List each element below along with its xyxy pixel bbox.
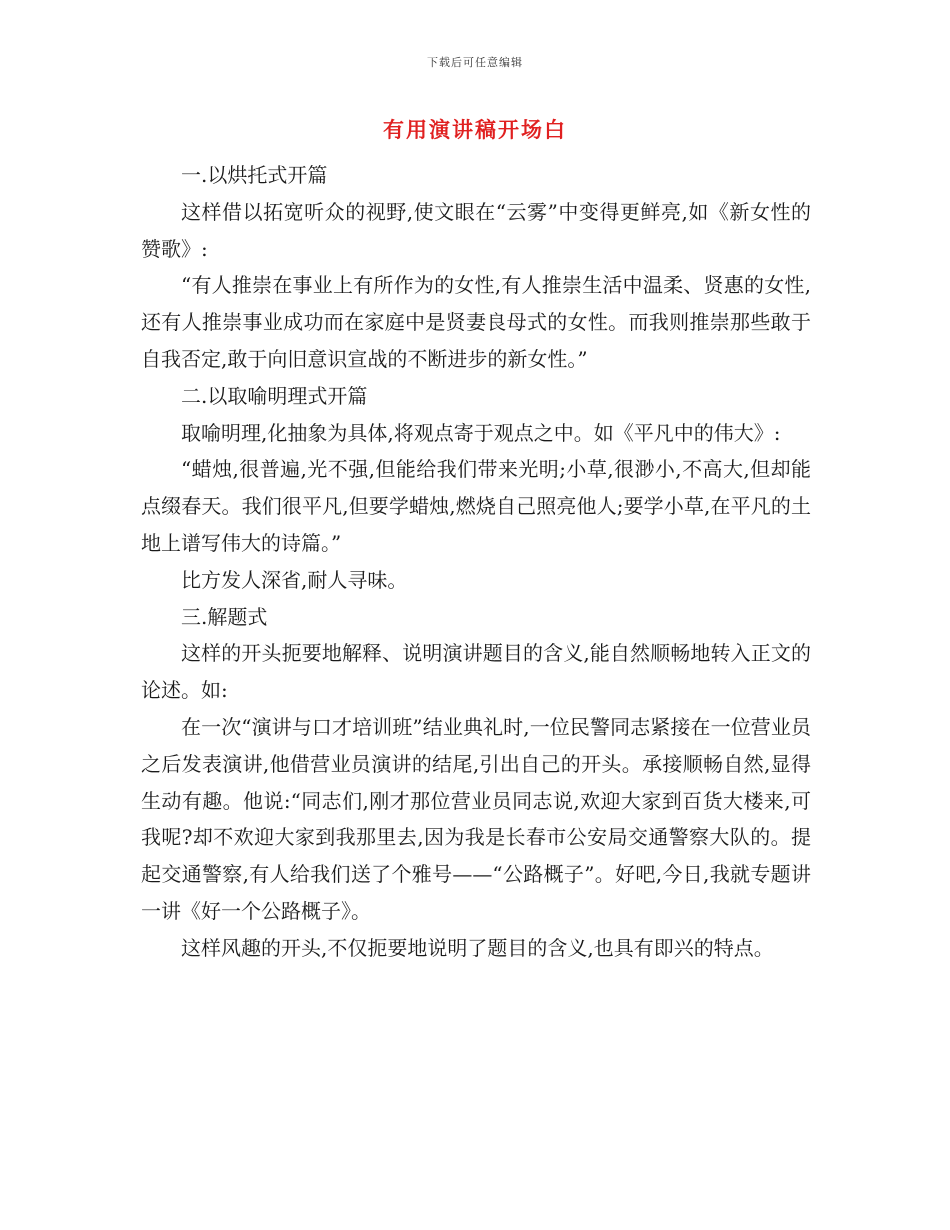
document-body [141, 157, 811, 967]
paragraph: 这样风趣的开头,不仅扼要地说明了题目的含义,也具有即兴的特点。 [181, 935, 774, 960]
section-heading-2: 二.以取喻明理式开篇 [181, 383, 368, 408]
quote-paragraph: “蜡烛,很普遍,光不强,但能给我们带来光明;小草,很渺小,不高大,但却能点缀春天。我们很平凡,但要学蜡烛,燃烧自己照亮他人;要学小草,在平凡的土地上谱写伟大的诗篇。” [141, 457, 811, 555]
quote-paragraph: “有人推崇在事业上有所作为的女性,有人推崇生活中温柔、贤惠的女性,还有人推崇事业成功而在家庭中是贤妻良母式的女性。而我则推崇那些敢于自我否定,敢于向旧意识宣战的不断进步的新女性。” [141, 273, 811, 371]
paragraph: 比方发人深省,耐人寻味。 [181, 567, 408, 592]
paragraph: 在一次“演讲与口才培训班”结业典礼时,一位民警同志紧接在一位营业员之后发表演讲,他借营业员演讲的结尾,引出自己的开头。承接顺畅自然,显得生动有趣。他说:“同志们,刚才那位营业员同志说,欢迎大家到百货大楼来,可我呢?却不欢迎大家到我那里去,因为我是长春市公安局交通警察大队的。提起交通警察,有人给我们送了个雅号——“公路概子”。好吧,今日,我就专题讲一讲《好一个公路概子》。 [141, 714, 811, 923]
paragraph: 这样的开头扼要地解释、说明演讲题目的含义,能自然顺畅地转入正文的论述。如: [141, 641, 811, 703]
paragraph: 这样借以拓宽听众的视野,使文眼在“云雾”中变得更鲜亮,如《新女性的赞歌》: [141, 199, 811, 261]
document-title: 有用演讲稿开场白 [383, 118, 567, 142]
header-note: 下载后可任意编辑 [427, 56, 523, 69]
section-heading-1: 一.以烘托式开篇 [181, 163, 328, 187]
section-heading-3: 三.解题式 [181, 604, 268, 629]
paragraph: 取喻明理,化抽象为具体,将观点寄于观点之中。如《平凡中的伟大》: [181, 420, 781, 445]
